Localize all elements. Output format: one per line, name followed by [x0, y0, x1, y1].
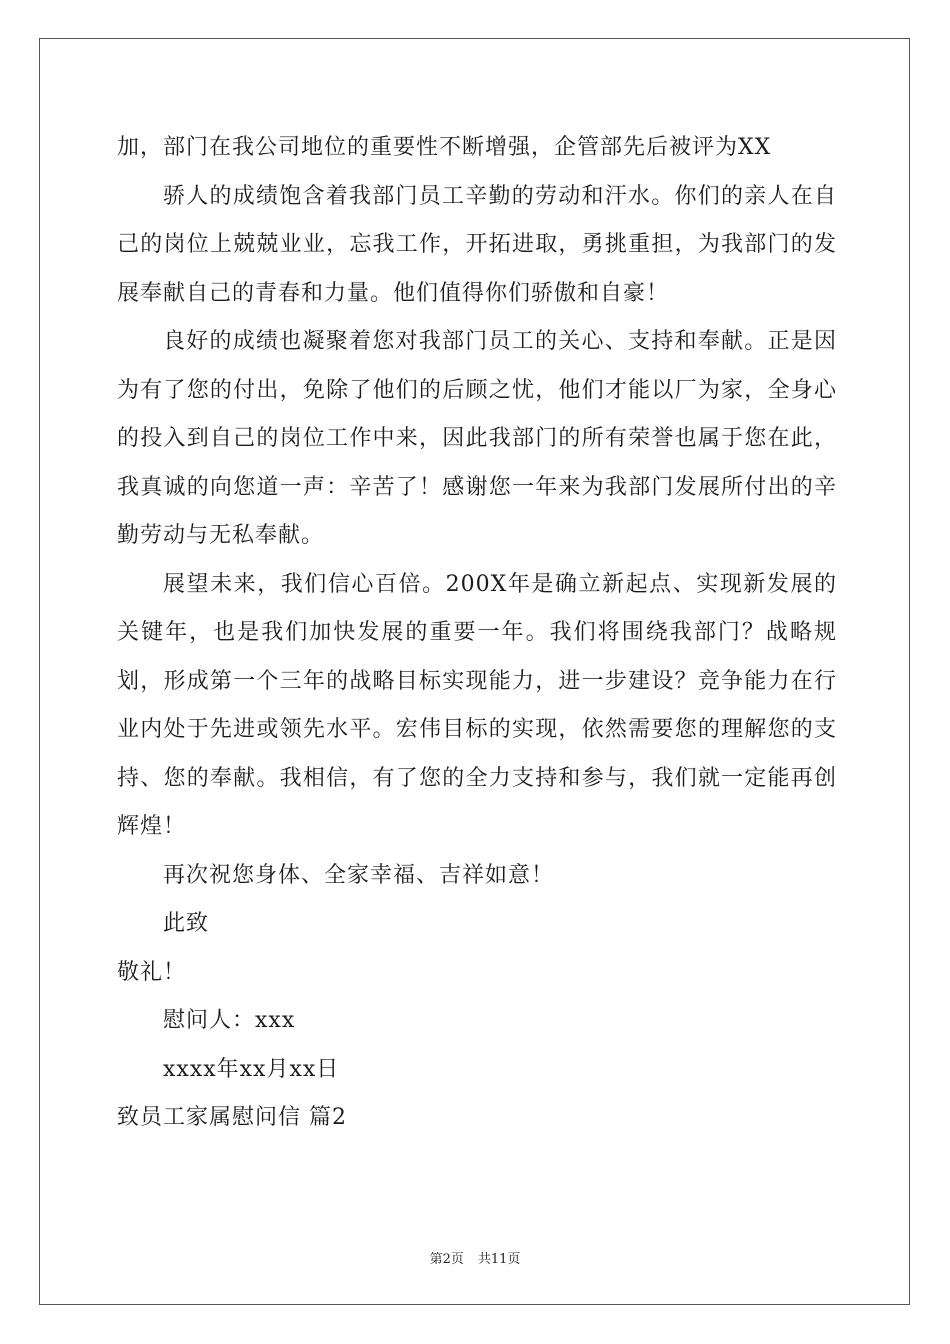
paragraph-outlook: 展望未来，我们信心百倍。200X年是确立新起点、实现新发展的关键年，也是我们加快发展的重要一年。我们将围绕我部门？战略规划，形成第一个三年的战略目标实现能力，进一步建设？竞争能力在行业内处于先进或领先水平。宏伟目标的实现，依然需要您的理解您的支持、您的奉献。我相信，有了您的全力支持和参与，我们就一定能再创辉煌！	[117, 571, 837, 839]
closing-jingli: 敬礼！	[117, 959, 187, 985]
closing-cizhi: 此致	[163, 911, 210, 936]
paragraph-thanks: 良好的成绩也凝聚着您对我部门员工的关心、支持和奉献。正是因为有了您的付出，免除了他们的后顾之忧，他们才能以厂为家，全身心的投入到自己的岗位工作中来，因此我部门的所有荣誉也属于您在此，我真诚的向您道一声：辛苦了！感谢您一年来为我部门发展所付出的辛勤劳动与无私奉献。	[117, 329, 837, 548]
sender-line: 慰问人：xxx	[163, 1008, 296, 1033]
paragraph-wishes: 再次祝您身体、全家幸福、吉祥如意！	[163, 862, 555, 888]
page-footer	[0, 1248, 950, 1267]
page-total: 共11页	[477, 1252, 521, 1267]
paragraph-achievements: 骄人的成绩饱含着我部门员工辛勤的劳动和汗水。你们的亲人在自己的岗位上兢兢业业，忘我工作，开拓进取，勇挑重担，为我部门的发展奉献自己的青春和力量。他们值得你们骄傲和自豪！	[117, 183, 837, 306]
paragraph-continued: 加，部门在我公司地位的重要性不断增强，企管部先后被评为XX	[117, 135, 772, 160]
letter-body	[117, 124, 837, 1143]
next-letter-title: 致员工家属慰问信 篇2	[117, 1105, 347, 1130]
date-line: xxxx年xx月xx日	[163, 1056, 340, 1082]
page-number: 第2页	[429, 1252, 464, 1267]
